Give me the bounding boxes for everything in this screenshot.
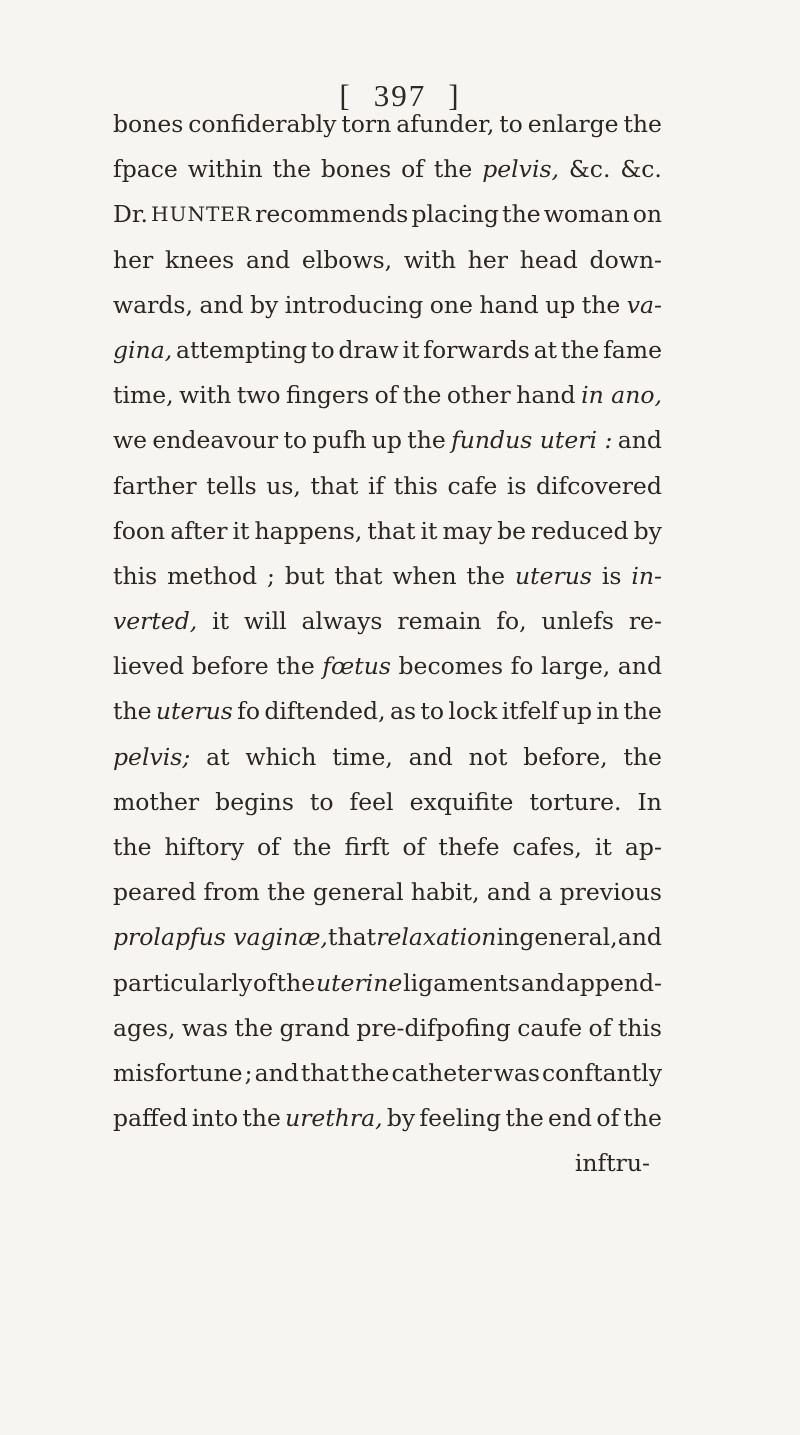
word: with [179, 381, 232, 410]
word: tells [206, 471, 257, 500]
word: the [113, 697, 152, 726]
word: previous [559, 878, 662, 907]
word: verted, [113, 607, 198, 636]
text-line [113, 1096, 662, 1141]
word: end [548, 1104, 593, 1133]
word: of [402, 833, 426, 861]
word: va- [626, 290, 662, 319]
word: if [368, 471, 385, 500]
word: and [486, 878, 532, 907]
word: misfortune [113, 1058, 243, 1087]
word: the [623, 1104, 662, 1133]
word: of [252, 968, 276, 997]
text-line [113, 418, 662, 463]
word: ages, [113, 1013, 176, 1042]
word: the [466, 561, 506, 590]
word: at [533, 335, 558, 364]
word: re- [628, 607, 662, 636]
word: and [408, 742, 453, 771]
word: draw [338, 335, 399, 364]
word: and [245, 245, 291, 274]
text-line [113, 509, 662, 554]
word: was [181, 1013, 229, 1042]
word: the [623, 697, 662, 726]
word: to [499, 110, 523, 138]
word: to [283, 426, 308, 455]
word: method [167, 561, 258, 590]
word: it [212, 607, 230, 636]
word: grand [279, 1013, 350, 1042]
word: up [545, 290, 576, 319]
word: particularly [113, 968, 253, 997]
word: foon [113, 516, 166, 545]
word: in [496, 923, 520, 952]
word: is [601, 561, 622, 590]
word: this [617, 1013, 662, 1042]
word: bones [113, 110, 184, 138]
word: fundus uteri : [451, 426, 613, 455]
word: her [113, 245, 154, 274]
word: itfelf [501, 697, 558, 726]
word: the [276, 652, 315, 681]
word: lieved [113, 652, 185, 681]
word: &c. [568, 155, 611, 184]
word: farther [113, 471, 197, 500]
word: up [371, 426, 402, 455]
word: the [581, 290, 621, 319]
word: habit, [410, 878, 480, 907]
text-line [113, 915, 662, 960]
word: may [442, 516, 493, 545]
text-line [113, 147, 662, 192]
word: and [520, 968, 566, 997]
text-line [113, 644, 662, 689]
word: when [392, 561, 457, 590]
word: of [401, 155, 424, 184]
word: hand [516, 381, 576, 410]
word: general [312, 878, 404, 907]
word: the [402, 381, 442, 410]
word: and [617, 923, 662, 952]
word: elbows, [301, 245, 393, 274]
text-line [113, 735, 662, 780]
word: in- [631, 561, 662, 590]
word: we [113, 426, 148, 455]
word: torture. [529, 787, 622, 816]
word: at [206, 742, 230, 771]
text-line [113, 599, 662, 644]
text-line [113, 373, 662, 418]
word: reduced [531, 516, 629, 545]
word: hiftory [164, 833, 244, 861]
word: fame [603, 335, 662, 364]
word: it [594, 833, 612, 861]
word: feel [349, 787, 394, 816]
word: bones [320, 155, 392, 184]
text-line [113, 238, 662, 283]
word: this [113, 561, 158, 590]
bracket-close: ] [448, 78, 461, 113]
word: uterus [514, 561, 592, 590]
word: In [637, 787, 662, 816]
word: HUNTER [151, 202, 252, 227]
word: the [292, 833, 332, 861]
word: which [245, 742, 317, 771]
page-number: 397 [373, 78, 427, 113]
word: the [623, 110, 662, 138]
word: thefe [438, 833, 500, 861]
word: cafe [447, 471, 498, 500]
word: ; [266, 561, 275, 590]
word: prolapfus vaginæ, [113, 923, 328, 952]
word: pelvis, [482, 155, 559, 184]
word: was [493, 1058, 540, 1087]
word: to [420, 697, 444, 726]
word: to [309, 787, 334, 816]
word: be [497, 516, 527, 545]
word: the [267, 878, 306, 907]
word: the [242, 1104, 281, 1133]
word: the [433, 155, 473, 184]
text-line [113, 870, 662, 915]
word: after [170, 516, 228, 545]
word: that [328, 923, 377, 952]
word: &c. [620, 155, 662, 184]
word: placing [411, 200, 499, 229]
word: and [199, 290, 244, 319]
word: down- [589, 245, 662, 274]
word: lock [448, 697, 498, 726]
word: of [588, 1013, 612, 1042]
bracket-open: [ [339, 78, 352, 113]
text-line [113, 1051, 662, 1096]
word: large, [541, 652, 611, 681]
word: from [203, 878, 260, 907]
word: pelvis; [113, 742, 191, 771]
word: one [429, 290, 473, 319]
word: into [191, 1104, 239, 1133]
word: Dr. [113, 200, 148, 229]
word: forwards [423, 335, 530, 364]
text-line [113, 961, 662, 1006]
word: fo [237, 697, 260, 726]
word: the [505, 1104, 544, 1133]
word: her [467, 245, 509, 274]
text-line [113, 554, 662, 599]
word: remain [397, 607, 482, 636]
word: caufe [517, 1013, 583, 1042]
word: happens, [254, 516, 363, 545]
word: becomes [398, 652, 504, 681]
word: of [374, 381, 398, 410]
word: that [310, 471, 359, 500]
word: always [301, 607, 383, 636]
word: the [407, 426, 446, 455]
word: wards, [113, 290, 193, 319]
text-line [113, 464, 662, 509]
word: and [254, 1058, 299, 1087]
word: general, [519, 923, 618, 952]
word: feeling [419, 1104, 502, 1133]
word: peared [113, 878, 197, 907]
word: woman [543, 200, 630, 229]
catchword-line [113, 1141, 662, 1186]
word: us, [266, 471, 301, 500]
word: pufh [312, 426, 367, 455]
word: that [367, 516, 416, 545]
body-text [113, 102, 662, 1187]
word: mother [113, 787, 200, 816]
word: ap- [624, 833, 662, 861]
word: enlarge [527, 110, 619, 138]
word: not [468, 742, 508, 771]
word: time, [113, 381, 174, 410]
word: catheter [391, 1058, 492, 1087]
word: is [506, 471, 527, 500]
word: the [623, 742, 662, 771]
word: ; [244, 1058, 253, 1087]
word: exquifite [409, 787, 514, 816]
word: append- [565, 968, 662, 997]
text-line [113, 689, 662, 734]
word: uterine [315, 968, 403, 997]
word: the [234, 1013, 274, 1042]
word: time, [332, 742, 393, 771]
word: before, [523, 742, 608, 771]
word: it [402, 335, 420, 364]
word: relaxation [376, 923, 497, 952]
word: pre-difpofing [356, 1013, 511, 1042]
word: in ano, [581, 381, 662, 410]
word: begins [215, 787, 294, 816]
word: uterus [155, 697, 233, 726]
word: fingers [286, 381, 370, 410]
word: that [334, 561, 383, 590]
word: fœtus [322, 652, 391, 681]
text-line [113, 283, 662, 328]
word: difcovered [535, 471, 662, 500]
word: as [389, 697, 417, 726]
word: on [632, 200, 662, 229]
text-line [113, 102, 662, 147]
word: fpace [113, 155, 178, 184]
word: the [272, 155, 311, 184]
word: other [446, 381, 511, 410]
word: by [633, 516, 662, 545]
word: to [311, 335, 335, 364]
word: the [113, 833, 152, 861]
word: in [596, 697, 620, 726]
word: the [350, 1058, 390, 1087]
word: unlefs [541, 607, 614, 636]
word: hand [479, 290, 539, 319]
word: conftantly [542, 1058, 662, 1087]
word: confiderably [188, 110, 337, 138]
word: introducing [284, 290, 424, 319]
word: fo, [496, 607, 527, 636]
word: cafes, [512, 833, 582, 861]
word: and [617, 426, 662, 455]
word: recommends [255, 200, 409, 229]
word: firft [344, 833, 390, 861]
word: that [300, 1058, 349, 1087]
word: two [236, 381, 281, 410]
text-line [113, 780, 662, 825]
word: of [596, 1104, 620, 1133]
word: the [276, 968, 316, 997]
word: head [519, 245, 578, 274]
word: the [560, 335, 600, 364]
word: with [403, 245, 457, 274]
word: by [250, 290, 279, 319]
word: up [561, 697, 593, 726]
word: will [243, 607, 287, 636]
word: attempting [175, 335, 308, 364]
word: torn [341, 110, 392, 138]
word: paffed [113, 1104, 188, 1133]
word: this [393, 471, 438, 500]
word: gina, [113, 335, 173, 364]
text-line [113, 825, 662, 870]
word: the [502, 200, 541, 229]
word: fo [510, 652, 534, 681]
text-line [113, 1006, 662, 1051]
word: afunder, [396, 110, 495, 138]
word: endeavour [152, 426, 279, 455]
text-line [113, 328, 662, 373]
word: ligaments [403, 968, 520, 997]
text-line [113, 192, 662, 237]
word: by [386, 1104, 416, 1133]
word: knees [164, 245, 235, 274]
word: a [538, 878, 553, 907]
word: it [420, 516, 438, 545]
catchword: inftru- [574, 1149, 650, 1178]
word: but [284, 561, 325, 590]
word: urethra, [285, 1104, 383, 1133]
word: within [187, 155, 263, 184]
word: it [232, 516, 250, 545]
word: diftended, [264, 697, 386, 726]
word: and [617, 652, 662, 681]
word: before [191, 652, 269, 681]
word: of [257, 833, 280, 861]
